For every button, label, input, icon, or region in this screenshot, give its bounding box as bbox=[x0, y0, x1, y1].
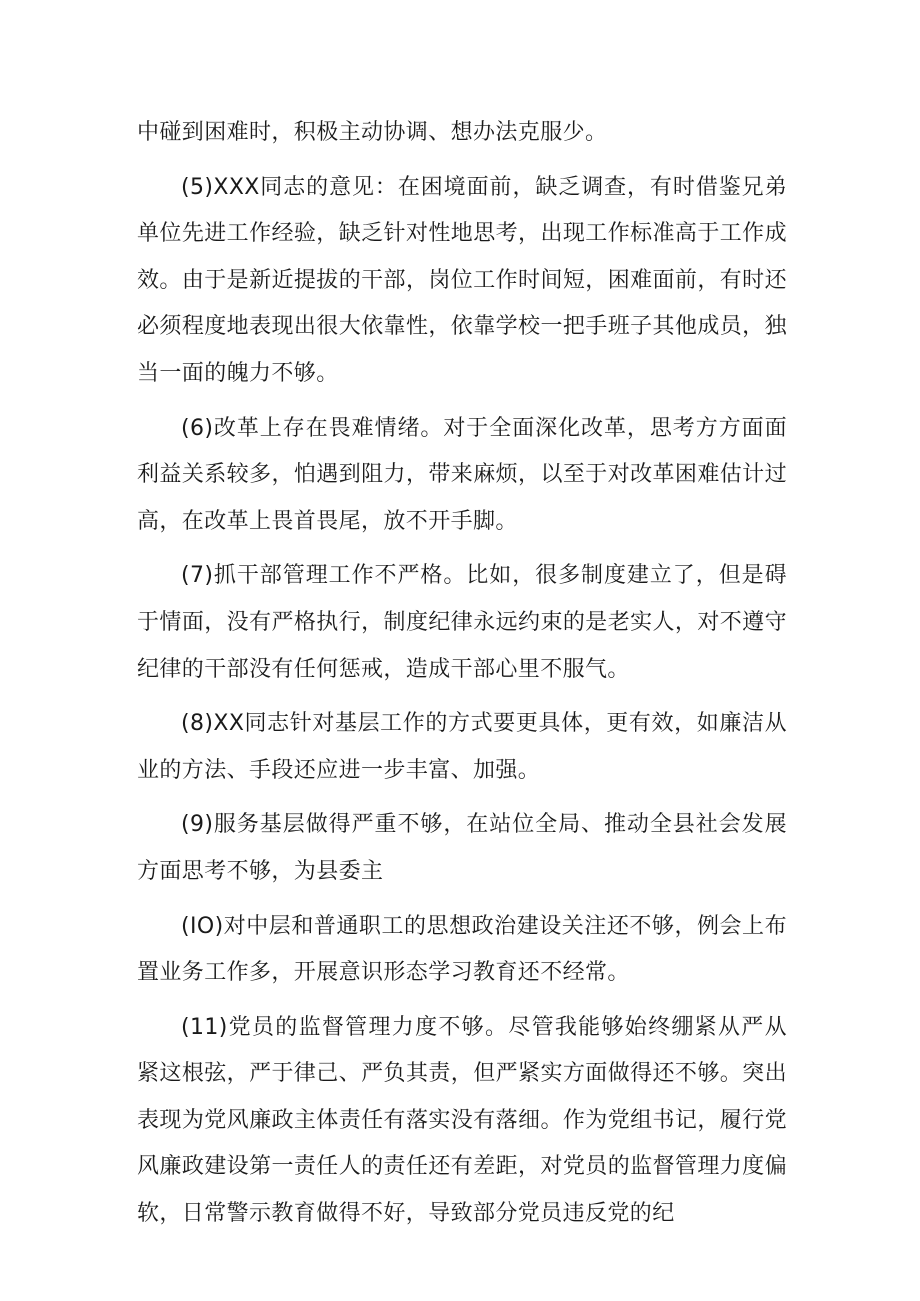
paragraph-item-8: (8)XX同志针对基层工作的方式要更具体，更有效，如廉洁从业的方法、手段还应进一步丰富、加强。 bbox=[137, 711, 787, 783]
paragraph-item-6: (6)改革上存在畏难情绪。对于全面深化改革，思考方方面面利益关系较多，怕遇到阻力，带来麻烦，以至于对改革困难估计过高，在改革上畏首畏尾，放不开手脚。 bbox=[137, 415, 787, 534]
document-body bbox=[137, 110, 787, 1238]
paragraph-item-10: (IO)对中层和普通职工的思想政治建设关注还不够，例会上布置业务工作多，开展意识形态学习教育还不经常。 bbox=[137, 913, 787, 986]
paragraph-item-7: (7)抓干部管理工作不严格。比如，很多制度建立了，但是碍于情面，没有严格执行，制度纪律永远约束的是老实人，对不遵守纪律的干部没有任何惩戒，造成干部心里不服气。 bbox=[137, 563, 787, 682]
paragraph-continuation: 中碰到困难时，积极主动协调、想办法克服少。 bbox=[137, 120, 608, 145]
paragraph-item-5: (5)XXX同志的意见：在困境面前，缺乏调查，有时借鉴兄弟单位先进工作经验，缺乏针对性地思考，出现工作标准高于工作成效。由于是新近提拔的干部，岗位工作时间短，困难面前，有时还必须程度地表现出很大依靠性，依靠学校一把手班子其他成员，独当一面的魄力不够。 bbox=[137, 174, 787, 386]
paragraph-item-9: (9)服务基层做得严重不够，在站位全局、推动全县社会发展方面思考不够，为县委主 bbox=[137, 812, 787, 884]
paragraph-item-11: (11)党员的监督管理力度不够。尽管我能够始终绷紧从严从紧这根弦，严于律己、严负其责，但严紧实方面做得还不够。突出表现为党风廉政主体责任有落实没有落细。作为党组书记，履行党风廉政建设第一责任人的责任还有差距，对党员的监督管理力度偏软，日常警示教育做得不好，导致部分党员违反党的纪 bbox=[137, 1014, 787, 1227]
